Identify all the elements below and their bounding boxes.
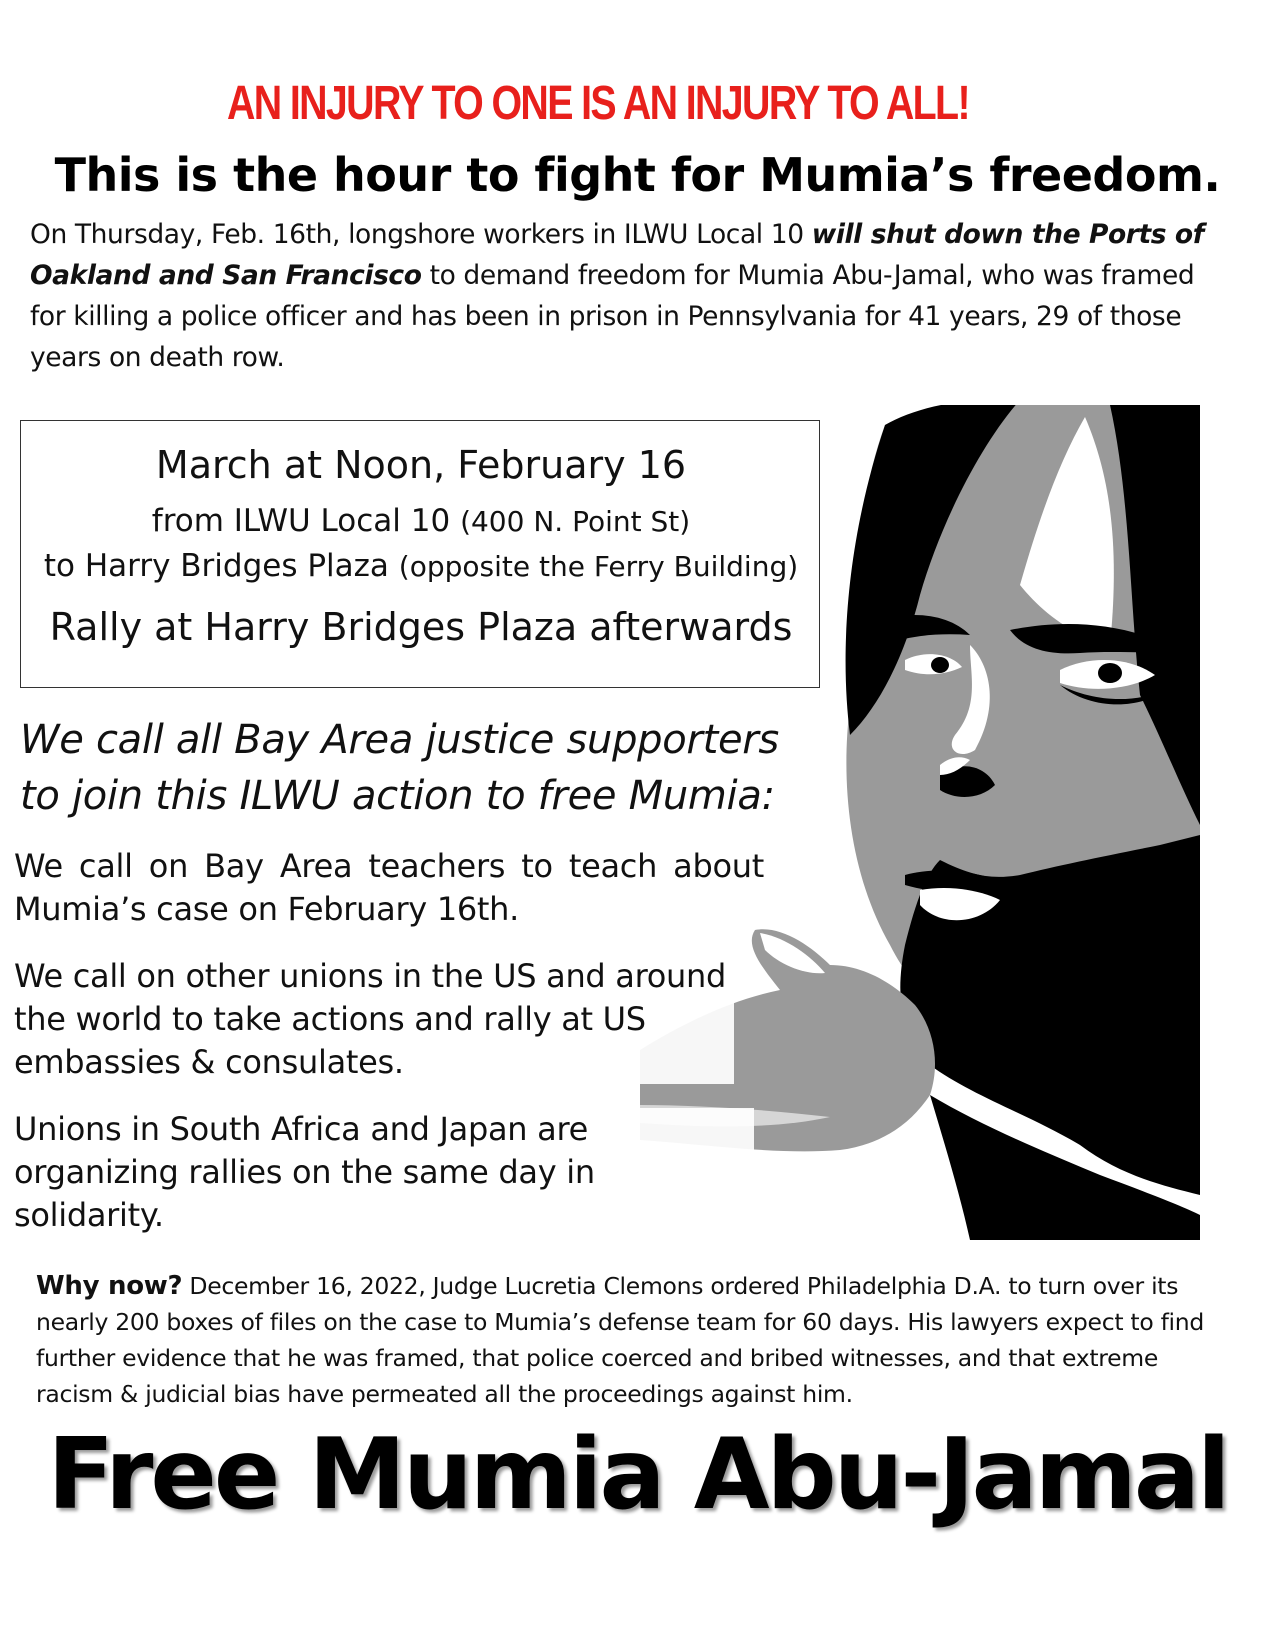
march-start-label: from ILWU Local 10 — [151, 503, 461, 539]
march-destination-detail: (opposite the Ferry Building) — [398, 550, 799, 583]
footer-title: Free Mumia Abu-Jamal — [47, 1418, 1228, 1532]
march-start — [21, 503, 821, 539]
intro-text-end: to demand freedom for Mumia Abu-Jamal, who was framed for killing a police officer and has been in prison in Pennsylvania for 41 years, 29 of those years on death row. — [30, 260, 1195, 373]
slogan-heading: AN INJURY TO ONE IS AN INJURY TO ALL! — [226, 77, 969, 130]
page-headline: This is the hour to fight for Mumia’s freedom. — [54, 148, 1221, 202]
unions-call-paragraph: We call on other unions in the US and around the world to take actions and rally at US embassies & consulates. — [14, 955, 734, 1084]
march-destination — [21, 548, 821, 584]
march-title: March at Noon, February 16 — [155, 443, 687, 487]
call-to-action-heading: We call all Bay Area justice supporters to join this ILWU action to free Mumia: — [20, 717, 779, 819]
teachers-call-paragraph: We call on Bay Area teachers to teach about Mumia’s case on February 16th. — [14, 847, 764, 928]
intro-text-start: On Thursday, Feb. 16th, longshore workers in ILWU Local 10 — [30, 219, 812, 250]
why-now-text: December 16, 2022, Judge Lucretia Clemons ordered Philadelphia D.A. to turn over its nearly 200 boxes of files on the case to Mumia’s defense team for 60 days. His lawyers expect to find further evidence that he was framed, that police coerced and bribed witnesses, and that extreme racism & judicial bias have permeated all the proceedings against him. — [36, 1272, 1204, 1408]
march-info-box — [20, 420, 820, 688]
intro-paragraph — [30, 214, 1235, 378]
march-start-address: (400 N. Point St) — [460, 505, 691, 538]
intro-emphasis: will shut down the Ports of Oakland and San Francisco — [30, 219, 1204, 291]
why-now-paragraph — [36, 1268, 1236, 1412]
march-destination-label: to Harry Bridges Plaza — [43, 548, 399, 584]
why-now-label: Why now? — [36, 1271, 183, 1301]
solidarity-paragraph: Unions in South Africa and Japan are organizing rallies on the same day in solidarity. — [14, 1108, 754, 1237]
rally-info: Rally at Harry Bridges Plaza afterwards — [49, 605, 793, 649]
